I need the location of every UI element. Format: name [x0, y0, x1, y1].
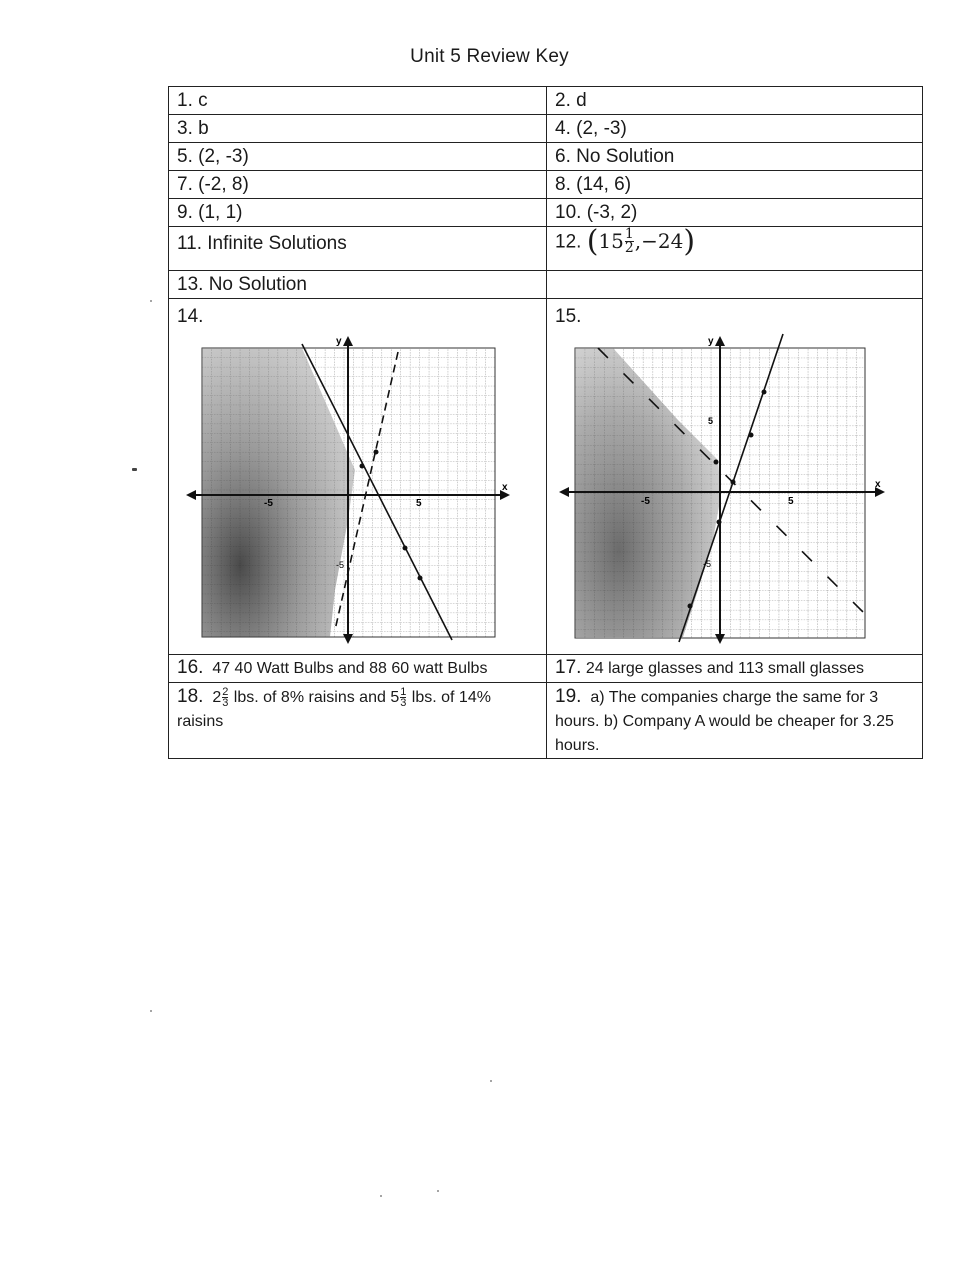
answer-12-numerator: 1 — [624, 226, 634, 242]
answer-5: 5. (2, -3) — [169, 143, 547, 171]
answer-2: 2. d — [547, 87, 923, 115]
scan-speck — [490, 1080, 492, 1082]
answer-18-fraction-1 — [222, 687, 228, 708]
answer-13-empty — [547, 271, 923, 299]
graph-14-tick-pos: 5 — [416, 498, 422, 509]
answer-12-label: 12. — [555, 231, 582, 253]
answer-19-number: 19. — [555, 686, 582, 707]
graph-15-x-arrow-left — [559, 487, 569, 497]
answer-12-rest: ,−24 — [634, 229, 684, 253]
answer-10: 10. (-3, 2) — [547, 199, 923, 227]
graph-14-x-arrow-left — [186, 490, 196, 500]
graph-14-point — [403, 546, 408, 551]
graph-15-tick-pos: 5 — [788, 496, 794, 507]
answer-17-number: 17. — [555, 657, 582, 678]
graph-15-x-label: x — [875, 479, 881, 490]
answer-16-number: 16. — [177, 657, 204, 678]
answer-12-fraction — [625, 228, 634, 255]
graph-15-point — [688, 604, 693, 609]
graph-14-y-label: y — [336, 336, 342, 347]
answer-19-text: a) The companies charge the same for 3 hours. b) Company A would be cheaper for 3.25 hours. — [555, 689, 894, 754]
scan-speck — [150, 300, 152, 302]
answer-7: 7. (-2, 8) — [169, 171, 547, 199]
answer-4: 4. (2, -3) — [547, 115, 923, 143]
answer-17 — [547, 655, 923, 683]
graph-14-point — [418, 576, 423, 581]
answer-18-num-1: 2 — [222, 686, 229, 699]
graph-15-point — [749, 433, 754, 438]
answer-6: 6. No Solution — [547, 143, 923, 171]
answer-18-whole-1: 2 — [212, 689, 222, 706]
answer-18-number: 18. — [177, 686, 204, 707]
open-paren: ( — [586, 226, 599, 259]
answer-3: 3. b — [169, 115, 547, 143]
answer-19 — [547, 683, 923, 759]
graph-15-point — [717, 520, 722, 525]
graph-15-point — [714, 460, 719, 465]
graph-14-point — [360, 464, 365, 469]
answer-18-end: lbs. of 14% — [411, 689, 491, 706]
graph-14-y-arrow-top — [343, 336, 353, 346]
graph-14-tick-neg: -5 — [264, 498, 273, 509]
graph-15-tick-y-neg: -5 — [703, 559, 712, 569]
answer-16 — [169, 655, 547, 683]
answer-12 — [547, 227, 923, 271]
scan-speck — [132, 468, 137, 471]
answer-9: 9. (1, 1) — [169, 199, 547, 227]
answer-18-num-2: 1 — [400, 686, 407, 699]
answer-8: 8. (14, 6) — [547, 171, 923, 199]
answer-18-end-2: raisins — [177, 713, 224, 730]
answer-1: 1. c — [169, 87, 547, 115]
answer-12-denominator: 2 — [624, 240, 634, 256]
page-title: Unit 5 Review Key — [410, 46, 569, 67]
graph-15-point — [731, 480, 736, 485]
graph-14-point — [374, 450, 379, 455]
graph-14-x-label: x — [502, 482, 508, 493]
graph-14-y-arrow-bottom — [343, 634, 353, 644]
graph-15-y-arrow-top — [715, 336, 725, 346]
answer-12-whole: 15 — [598, 229, 624, 253]
scan-speck — [437, 1190, 439, 1192]
answer-12-expression — [586, 226, 696, 259]
graph-15-y-arrow-bottom — [715, 634, 725, 644]
graph-15-tick-y-pos: 5 — [708, 416, 714, 426]
graph-15 — [553, 330, 893, 650]
answer-14-label: 14. — [177, 306, 204, 327]
answer-18-den-1: 3 — [222, 697, 229, 710]
scan-speck — [380, 1195, 382, 1197]
graph-14 — [180, 330, 520, 650]
graph-15-y-label: y — [708, 336, 714, 347]
answer-13: 13. No Solution — [169, 271, 547, 299]
answer-17-text: 24 large glasses and 113 small glasses — [585, 660, 864, 677]
answer-18 — [169, 683, 547, 759]
answer-16-text: 47 40 Watt Bulbs and 88 60 watt Bulbs — [212, 660, 488, 677]
answer-18-den-2: 3 — [400, 697, 407, 710]
answer-18-fraction-2 — [400, 687, 406, 708]
graph-15-point — [762, 390, 767, 395]
close-paren: ) — [683, 226, 696, 259]
answer-11: 11. Infinite Solutions — [169, 227, 547, 271]
graph-14-tick-y-neg: -5 — [336, 560, 345, 570]
answer-18-mid: lbs. of 8% raisins and 5 — [233, 689, 400, 706]
answer-15-label: 15. — [555, 306, 582, 327]
graph-15-tick-neg: -5 — [641, 496, 650, 507]
scan-speck — [150, 1010, 152, 1012]
